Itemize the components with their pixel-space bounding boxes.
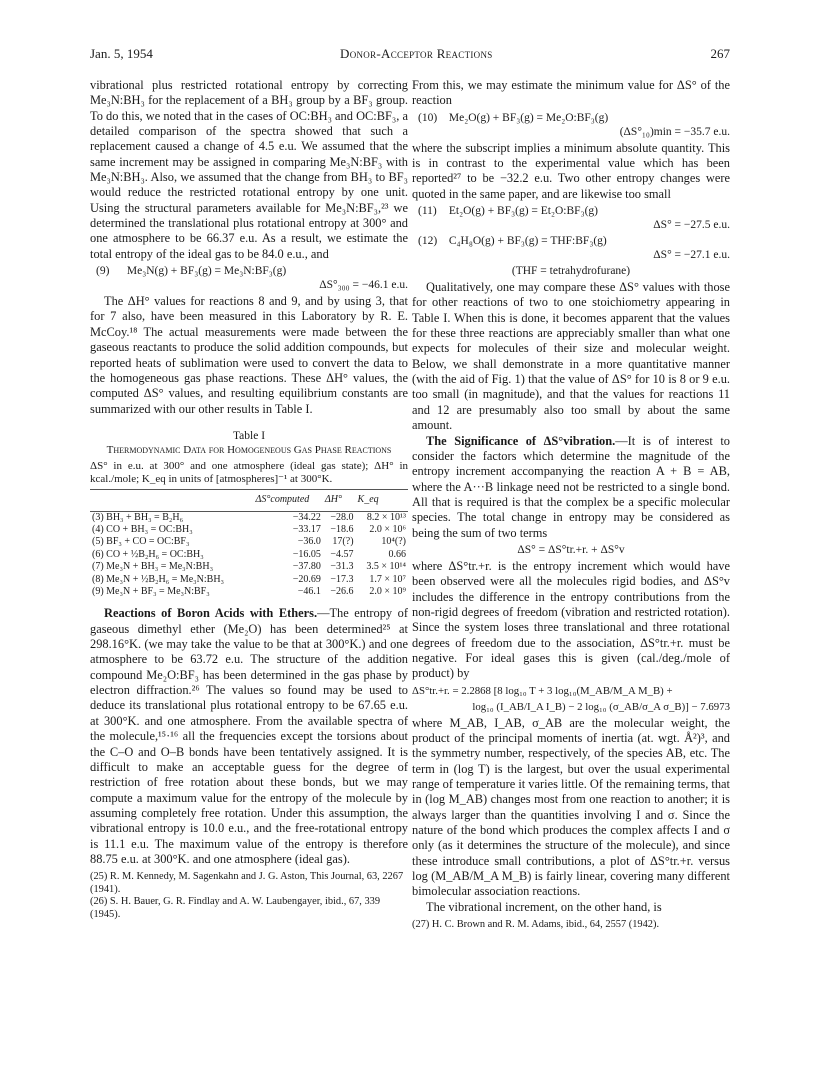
table-cell-reaction: (9) Me₃N + BF₃ = Me₃N:BF₃: [92, 586, 210, 597]
table-cell-reaction: (3) BH₃ + BH₃ = B₂H₆: [92, 511, 184, 523]
equation-11-entropy: ΔS° = −27.5 e.u.: [653, 219, 730, 232]
equation-10-entropy: (ΔS°₁₀)min = −35.7 e.u.: [619, 125, 730, 138]
table-cell-dh: −26.6: [330, 586, 354, 597]
left-paragraph-2: The ΔH° values for reactions 8 and 9, and by using 3, that for 7 also, have been measured in this Laboratory by R. E. McCoy.¹⁸ The actual measurements were made between the gaseous reactants to produce the solid addition compounds, but reported heats of sublimation were used to convert the data to the homogeneous gas phase reactions. These ΔH° values, the computed ΔS° values, and resulting equilibrium constants are summarized with our other results in Table I.: [90, 294, 408, 416]
footnote-27: (27) H. C. Brown and R. M. Adams, ibid., 64, 2557 (1942).: [412, 919, 660, 931]
footnote-26: (26) S. H. Bauer, G. R. Findlay and A. W. Laubengayer, ibid., 67, 339 (1945).: [90, 896, 381, 921]
table-cell-reaction: (6) CO + ½B₂H₆ = OC:BH₃: [92, 548, 204, 560]
table-cell-keq: 2.0 × 10⁹: [369, 586, 406, 597]
table-cell-ds: −34.22: [292, 511, 321, 523]
left-footnotes: [90, 871, 408, 921]
right-paragraph-1: From this, we may estimate the minimum value for ΔS° of the reaction: [412, 78, 730, 108]
table-cell-ds: −16.05: [292, 548, 321, 560]
thermo-table: [90, 489, 408, 598]
equation-translational-line2: log₁₀ (I_AB/I_A I_B) − 2 log₁₀ (σ_AB/σ_A σ_B)] − 7.6973: [472, 700, 730, 713]
left-paragraph-3: [90, 606, 408, 867]
right-paragraph-4-text: —It is of interest to consider the factors which determine the magnitude of the entropy increment accompanying the reaction A + B = AB, where the A···B linkage need not be restricted to a single bond. All that is required is that the complex be a specific molecular species. The total change in entropy may be considered as being the sum of two terms: [412, 433, 730, 540]
table-cell-ds: −20.69: [292, 573, 321, 585]
table-cell-keq: 10⁴(?): [381, 536, 406, 548]
footnote-25: (25) R. M. Kennedy, M. Sagenkahn and J. G. Aston, This Journal, 63, 2267 (1941).: [90, 871, 404, 895]
equation-11-reaction: Et₂O(g) + BF₃(g) = Et₂O:BF₃(g): [448, 205, 598, 218]
header-date: Jan. 5, 1954: [90, 46, 153, 61]
left-column: [90, 78, 408, 922]
table-cell-reaction: (4) CO + BH₃ = OC:BH₃: [92, 523, 193, 535]
table-cell-reaction: (8) Me₃N + ½B₂H₆ = Me₃N:BH₃: [92, 573, 225, 585]
equation-10-number: (10): [418, 111, 438, 124]
table-header-reaction: [90, 490, 254, 511]
equation-10: [412, 111, 730, 139]
table-row: [90, 574, 408, 586]
table-cell-dh: −4.57: [330, 548, 354, 560]
table-cell-dh: −18.6: [330, 523, 354, 535]
right-paragraph-7: The vibrational increment, on the other hand, is: [426, 899, 662, 914]
table-cell-keq: 1.7 × 10⁷: [369, 573, 406, 585]
table-cell-keq: 8.2 × 10¹³: [366, 511, 406, 523]
section-heading-ethers: Reactions of Boron Acids with Ethers.: [104, 606, 318, 621]
equation-9-number: (9): [96, 265, 110, 278]
table-cell-keq: 2.0 × 10⁶: [369, 523, 406, 535]
equation-entropy-sum: ΔS° = ΔS°tr.+r. + ΔS°v: [517, 543, 625, 556]
thf-note: (THF = tetrahydrofurane): [511, 265, 631, 278]
table-title: Table I: [232, 429, 266, 442]
equation-11: [412, 204, 730, 232]
table-cell-dh: −31.3: [330, 561, 354, 573]
table-row: [90, 549, 408, 561]
right-paragraph-2: where the subscript implies a minimum absolute quantity. This is in contrast to the experimental value which has been reported²⁷ to be −32.2 e.u. Two other entropy changes were quoted in the same paper, and are likewise too small: [412, 140, 730, 201]
table-caption: Thermodynamic Data for Homogeneous Gas Phase Reactions: [106, 444, 392, 457]
equation-9-reaction: Me₃N(g) + BF₃(g) = Me₃N:BF₃(g): [126, 265, 287, 278]
equation-12-number: (12): [418, 235, 438, 248]
equation-9-entropy: ΔS°₃₀₀ = −46.1 e.u.: [319, 279, 408, 292]
table-row: [90, 524, 408, 536]
table-cell-reaction: (7) Me₃N + BH₃ = Me₃N:BH₃: [92, 561, 214, 573]
header-running-title: Donor-Acceptor Reactions: [340, 46, 493, 61]
table-header-ds: ΔS°computed: [254, 490, 323, 511]
equation-9: [90, 264, 408, 292]
equation-12-reaction: C₄H₈O(g) + BF₃(g) = THF:BF₃(g): [448, 235, 607, 248]
equation-11-number: (11): [418, 205, 437, 218]
table-cell-keq: 0.66: [388, 548, 406, 560]
right-paragraph-6: where M_AB, I_AB, σ_AB are the molecular weight, the product of the principal moments of inertia (at. wgt. Å²)³, and the symmetry number, respectively, of the species AB, etc. The term in (log T) is the largest, but over the usual experimental range of temperature it varies little. Of the remaining terms, that in (log M_AB) changes most from one reaction to another; it is always larger than the quantities involving I and σ. Since the nature of the bond which produces the complex affects I and σ only (as it determines the structure of the molecule), and since these introduce small contributions, a plot of ΔS°tr.+r. versus log (M_AB/M_A M_B) is fairly linear, covering many different bimolecular association reactions.: [412, 715, 730, 899]
equation-12-entropy: ΔS° = −27.1 e.u.: [653, 249, 730, 262]
equation-10-reaction: Me₂O(g) + BF₃(g) = Me₂O:BF₃(g): [448, 111, 609, 124]
table-row: [90, 536, 408, 548]
right-footnotes: [412, 919, 730, 932]
table-header-row: [90, 490, 408, 511]
table-cell-ds: −37.80: [292, 561, 321, 573]
left-paragraph-3-text: —The entropy of gaseous dimethyl ether (Me₂O) has been determined²⁵ at 298.16°K. (we may take the value to be that at 300°K.) and one atmosphere to be 63.72 e.u. The structure of the addition compound Me₂O:BF₃ has been determined in the gas phase by electron diffraction.²⁶ The values so found may be used to deduce its translational plus rotational entropy to be 67.65 e.u. at 300°K. and one atmosphere. From the available spectra of the molecule,¹⁵·¹⁶ all the frequencies except the torsions about the C–O and O–B bonds have been tentatively assigned. It is difficult to make an acceptable guess for the degree of restriction of free rotation about these bonds, but we may compute a maximum value for the entropy of the molecule by assuming completely free rotation. Under this assumption, the vibrational entropy is 10.0 e.u., and the free-rotational entropy is 11.1 e.u. The maximum value of the entropy is therefore 88.75 e.u. at 300°K. and one atmosphere (ideal gas).: [90, 606, 408, 866]
table-cell-dh: 17(?): [332, 536, 354, 548]
right-paragraph-4: [412, 434, 730, 541]
equation-12: [412, 234, 730, 262]
table-row: [90, 561, 408, 573]
table-header-dh: ΔH°: [323, 490, 356, 511]
table-cell-dh: −17.3: [330, 573, 354, 585]
table-row: [90, 511, 408, 524]
table-cell-ds: −36.0: [297, 536, 321, 548]
left-paragraph-1: vibrational plus restricted rotational entropy by correcting Me₃N:BH₃ for the replacement of a BH₃ group by a BF₃ group. To do this, we noted that in the cases of OC:BH₃ and OC:BF₃, a detailed comparison of the spectra showed that such a replacement caused a change of 4.5 e.u. We assumed that the same increment may be assigned in comparing Me₃N:BF₃ with Me₃N:BH₃. Also, we assumed that the change from BH₃ to BF₃ would reduce the restricted rotational entropy by one unit. Using the structural parameters available for Me₃N:BF₃,²³ we determined the translational plus rotational entropy at 300° and one atmosphere to be 66.37 e.u. As a result, we estimate the total entropy of the ideal gas to be 84.0 e.u., and: [90, 78, 408, 261]
table-cell-reaction: (5) BF₃ + CO = OC:BF₃: [92, 536, 190, 548]
section-heading-vibration: The Significance of ΔS°vibration.: [426, 433, 616, 448]
table-row: [90, 586, 408, 598]
table-cell-ds: −33.17: [292, 523, 321, 535]
right-paragraph-3: Qualitatively, one may compare these ΔS° values with those for other reactions of two to one stoichiometry appearing in Table I. When this is done, it becomes apparent that the values for these three reactions are appreciably smaller than what one expects for molecules of their size and molecular weight. Below, we shall demonstrate in a more quantitative manner (with the aid of Fig. 1) that the value of ΔS° for 10 is 8 or 9 e.u. too small (in magnitude), and that the values for reactions 11 and 12 are presumably also too small by about the same amount.: [412, 280, 730, 433]
table-note: ΔS° in e.u. at 300° and one atmosphere (ideal gas state); ΔH° in kcal./mole; K_eq in units of [atmospheres]⁻¹ at 300°K.: [90, 460, 408, 486]
right-column: [412, 78, 730, 932]
table-cell-ds: −46.1: [297, 586, 321, 597]
header-page-number: 267: [710, 46, 730, 61]
table-header-keq: K_eq: [356, 490, 408, 511]
equation-translational-line1: ΔS°tr.+r. = 2.2868 [8 log₁₀ T + 3 log₁₀(M_AB/M_A M_B) +: [412, 684, 673, 697]
table-cell-dh: −28.0: [330, 511, 354, 523]
right-paragraph-5: where ΔS°tr.+r. is the entropy increment which would have been observed were all the molecules rigid bodies, and ΔS°v includes the difference in the entropy contributions from the non-rigid degrees of freedom (vibration and restricted rotation). Since the system loses three translational and three rotational degrees of freedom due to the association, ΔS°tr.+r. must be negative. For ideal gases this is given (cal./deg./mole of product) by: [412, 558, 730, 681]
table-cell-keq: 3.5 × 10¹⁴: [366, 561, 406, 573]
